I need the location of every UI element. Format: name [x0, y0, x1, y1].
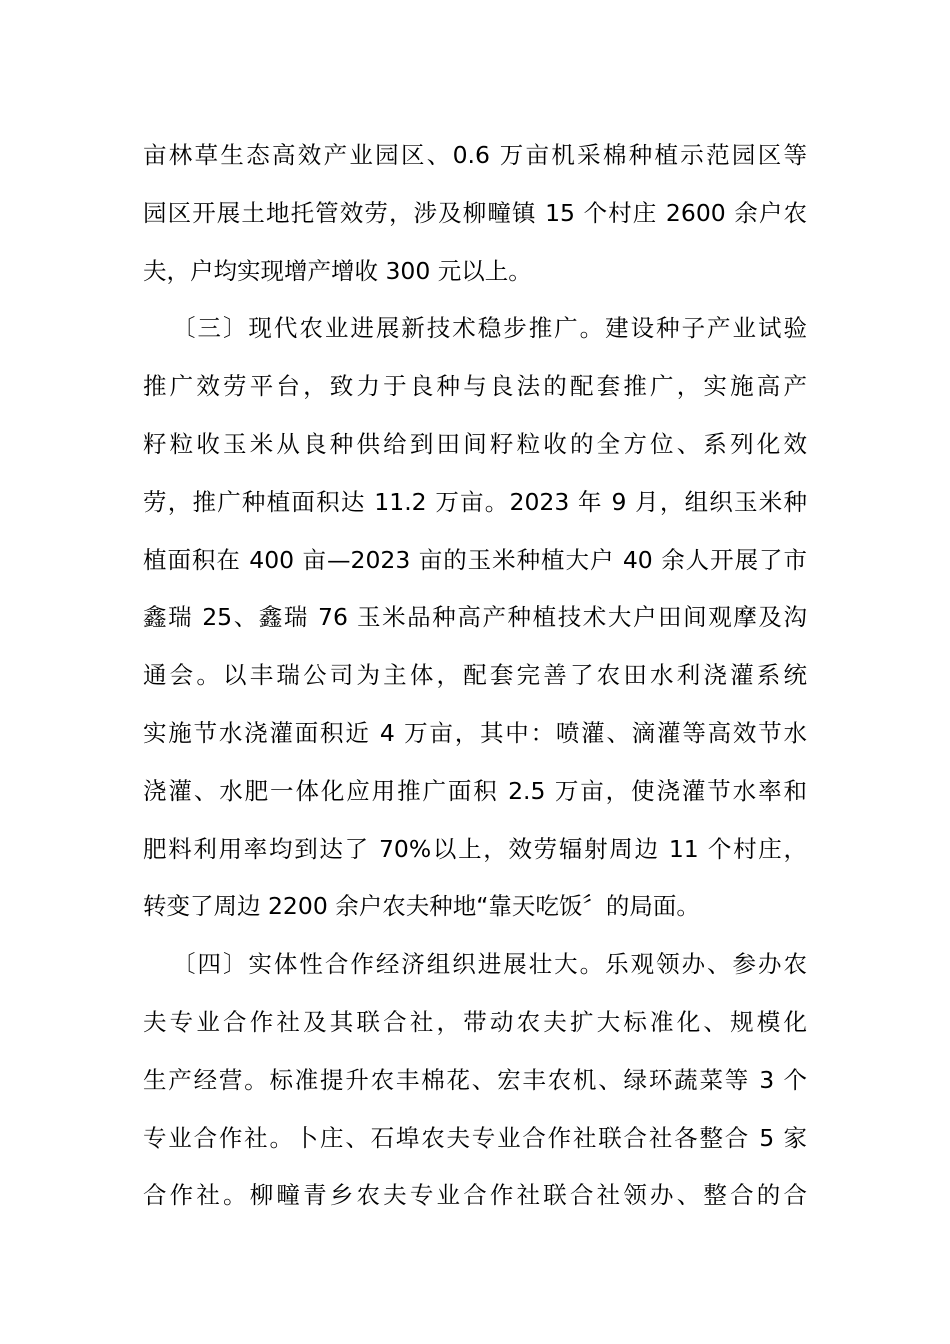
text-line: 浇灌、水肥一体化应用推广面积 2.5 万亩，使浇灌节水率和	[143, 776, 807, 805]
section-heading-line: 〔三〕现代农业进展新技术稳步推广。建设种子产业试验	[172, 314, 807, 343]
text-line: 夫，户均实现增产增收 300 元以上。	[143, 256, 532, 285]
text-line: 鑫瑞 25、鑫瑞 76 玉米品种高产种植技术大户田间观摩及沟	[143, 603, 807, 632]
text-line: 夫专业合作社及其联合社，带动农夫扩大标准化、规模化	[143, 1007, 807, 1036]
text-line: 肥料利用率均到达了 70%以上，效劳辐射周边 11 个村庄，	[143, 834, 807, 863]
text-line: 生产经营。标准提升农丰棉花、宏丰农机、绿环蔬菜等 3 个	[143, 1065, 807, 1094]
text-line: 园区开展土地托管效劳，涉及柳疃镇 15 个村庄 2600 余户农	[143, 198, 807, 227]
text-line: 籽粒收玉米从良种供给到田间籽粒收的全方位、系列化效	[143, 429, 807, 458]
text-line: 亩林草生态高效产业园区、0.6 万亩机采棉种植示范园区等	[143, 141, 807, 169]
body-text	[143, 127, 807, 1225]
text-line: 通会。以丰瑞公司为主体，配套完善了农田水利浇灌系统	[143, 661, 807, 690]
text-line: 专业合作社。卜庄、石埠农夫专业合作社联合社各整合 5 家	[143, 1123, 807, 1152]
text-line: 推广效劳平台，致力于良种与良法的配套推广，实施高产	[143, 372, 807, 401]
text-line: 合作社。柳疃青乡农夫专业合作社联合社领办、整合的合	[143, 1181, 807, 1210]
text-line: 实施节水浇灌面积近 4 万亩，其中：喷灌、滴灌等高效节水	[143, 718, 807, 747]
text-line: 植面积在 400 亩—2023 亩的玉米种植大户 40 余人开展了市	[143, 545, 807, 574]
section-heading-line: 〔四〕实体性合作经济组织进展壮大。乐观领办、参办农	[172, 950, 807, 979]
text-line: 转变了周边 2200 余户农夫种地“靠天吃饭〞的局面。	[143, 892, 700, 921]
text-line: 劳，推广种植面积达 11.2 万亩。2023 年 9 月，组织玉米种	[143, 487, 807, 516]
